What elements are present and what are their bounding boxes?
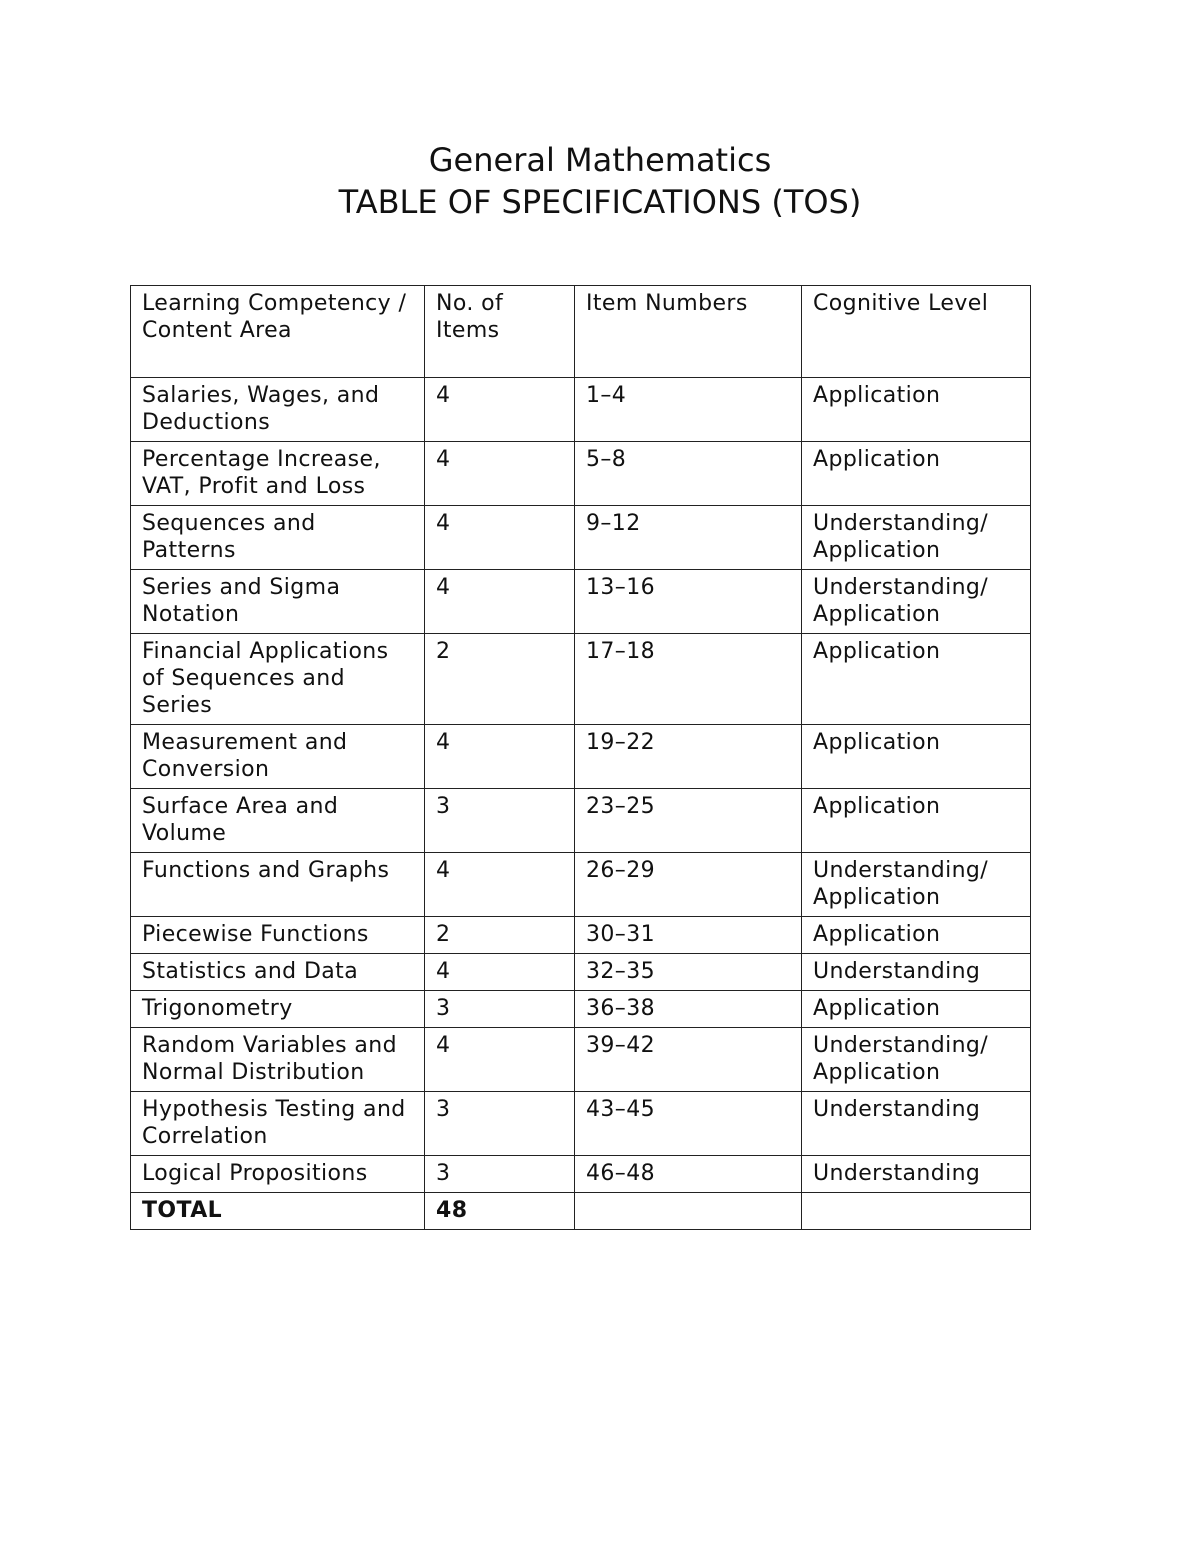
cell-item-numbers: 32–35 <box>575 954 802 991</box>
cell-no-of-items: 4 <box>425 442 575 506</box>
table-row <box>131 1092 1031 1156</box>
total-label-cell: TOTAL <box>131 1193 425 1230</box>
header-cell-item-numbers: Item Numbers <box>575 286 802 378</box>
cell-competency: Functions and Graphs <box>131 853 425 917</box>
cell-competency: Trigonometry <box>131 991 425 1028</box>
cell-no-of-items: 3 <box>425 991 575 1028</box>
cell-cognitive-level: Application <box>802 634 1031 725</box>
cell-competency: Logical Propositions <box>131 1156 425 1193</box>
document-subtitle: TABLE OF SPECIFICATIONS (TOS) <box>338 183 862 221</box>
header-row <box>131 286 1031 378</box>
cell-no-of-items: 4 <box>425 954 575 991</box>
cell-cognitive-level: Application <box>802 442 1031 506</box>
cell-competency: Financial Applications of Sequences and Series <box>131 634 425 725</box>
cell-item-numbers: 36–38 <box>575 991 802 1028</box>
table-row <box>131 506 1031 570</box>
cell-no-of-items: 4 <box>425 506 575 570</box>
table-row <box>131 954 1031 991</box>
header-cell-competency: Learning Competency / Content Area <box>131 286 425 378</box>
cell-item-numbers: 9–12 <box>575 506 802 570</box>
table-row <box>131 917 1031 954</box>
cell-no-of-items: 3 <box>425 1092 575 1156</box>
header-cell-cognitive-level: Cognitive Level <box>802 286 1031 378</box>
cell-cognitive-level: Understanding <box>802 954 1031 991</box>
cell-item-numbers: 23–25 <box>575 789 802 853</box>
cell-item-numbers: 5–8 <box>575 442 802 506</box>
cell-cognitive-level: Understanding/ Application <box>802 506 1031 570</box>
header-cell-no-of-items: No. of Items <box>425 286 575 378</box>
cell-competency: Salaries, Wages, and Deductions <box>131 378 425 442</box>
cell-cognitive-level: Understanding/ Application <box>802 853 1031 917</box>
table-row <box>131 442 1031 506</box>
table-row <box>131 991 1031 1028</box>
cell-no-of-items: 4 <box>425 1028 575 1092</box>
cell-item-numbers: 43–45 <box>575 1092 802 1156</box>
cell-no-of-items: 4 <box>425 378 575 442</box>
tos-table <box>130 285 1031 1230</box>
cell-competency: Statistics and Data <box>131 954 425 991</box>
table-row <box>131 1156 1031 1193</box>
cell-no-of-items: 2 <box>425 917 575 954</box>
table-row <box>131 1028 1031 1092</box>
cell-cognitive-level: Application <box>802 917 1031 954</box>
total-value-cell: 48 <box>425 1193 575 1230</box>
cell-item-numbers: 26–29 <box>575 853 802 917</box>
cell-competency: Random Variables and Normal Distribution <box>131 1028 425 1092</box>
cell-competency: Sequences and Patterns <box>131 506 425 570</box>
total-empty-cell <box>575 1193 802 1230</box>
cell-item-numbers: 17–18 <box>575 634 802 725</box>
cell-item-numbers: 19–22 <box>575 725 802 789</box>
cell-cognitive-level: Application <box>802 991 1031 1028</box>
table-row <box>131 378 1031 442</box>
total-empty-cell <box>802 1193 1031 1230</box>
cell-item-numbers: 39–42 <box>575 1028 802 1092</box>
cell-cognitive-level: Understanding/ Application <box>802 1028 1031 1092</box>
cell-competency: Measurement and Conversion <box>131 725 425 789</box>
cell-cognitive-level: Understanding <box>802 1156 1031 1193</box>
cell-no-of-items: 4 <box>425 853 575 917</box>
cell-competency: Piecewise Functions <box>131 917 425 954</box>
cell-competency: Percentage Increase, VAT, Profit and Loss <box>131 442 425 506</box>
cell-item-numbers: 13–16 <box>575 570 802 634</box>
cell-cognitive-level: Application <box>802 789 1031 853</box>
table-row <box>131 725 1031 789</box>
cell-no-of-items: 2 <box>425 634 575 725</box>
total-row <box>131 1193 1031 1230</box>
cell-no-of-items: 3 <box>425 1156 575 1193</box>
document-title: General Mathematics <box>428 141 772 179</box>
cell-no-of-items: 3 <box>425 789 575 853</box>
cell-cognitive-level: Application <box>802 378 1031 442</box>
cell-cognitive-level: Application <box>802 725 1031 789</box>
cell-no-of-items: 4 <box>425 725 575 789</box>
cell-cognitive-level: Understanding <box>802 1092 1031 1156</box>
cell-competency: Hypothesis Testing and Correlation <box>131 1092 425 1156</box>
cell-competency: Surface Area and Volume <box>131 789 425 853</box>
cell-item-numbers: 30–31 <box>575 917 802 954</box>
cell-item-numbers: 1–4 <box>575 378 802 442</box>
cell-item-numbers: 46–48 <box>575 1156 802 1193</box>
document-title-block <box>0 139 1200 223</box>
cell-competency: Series and Sigma Notation <box>131 570 425 634</box>
cell-no-of-items: 4 <box>425 570 575 634</box>
table-row <box>131 634 1031 725</box>
table-row <box>131 853 1031 917</box>
table-row <box>131 570 1031 634</box>
table-row <box>131 789 1031 853</box>
cell-cognitive-level: Understanding/ Application <box>802 570 1031 634</box>
